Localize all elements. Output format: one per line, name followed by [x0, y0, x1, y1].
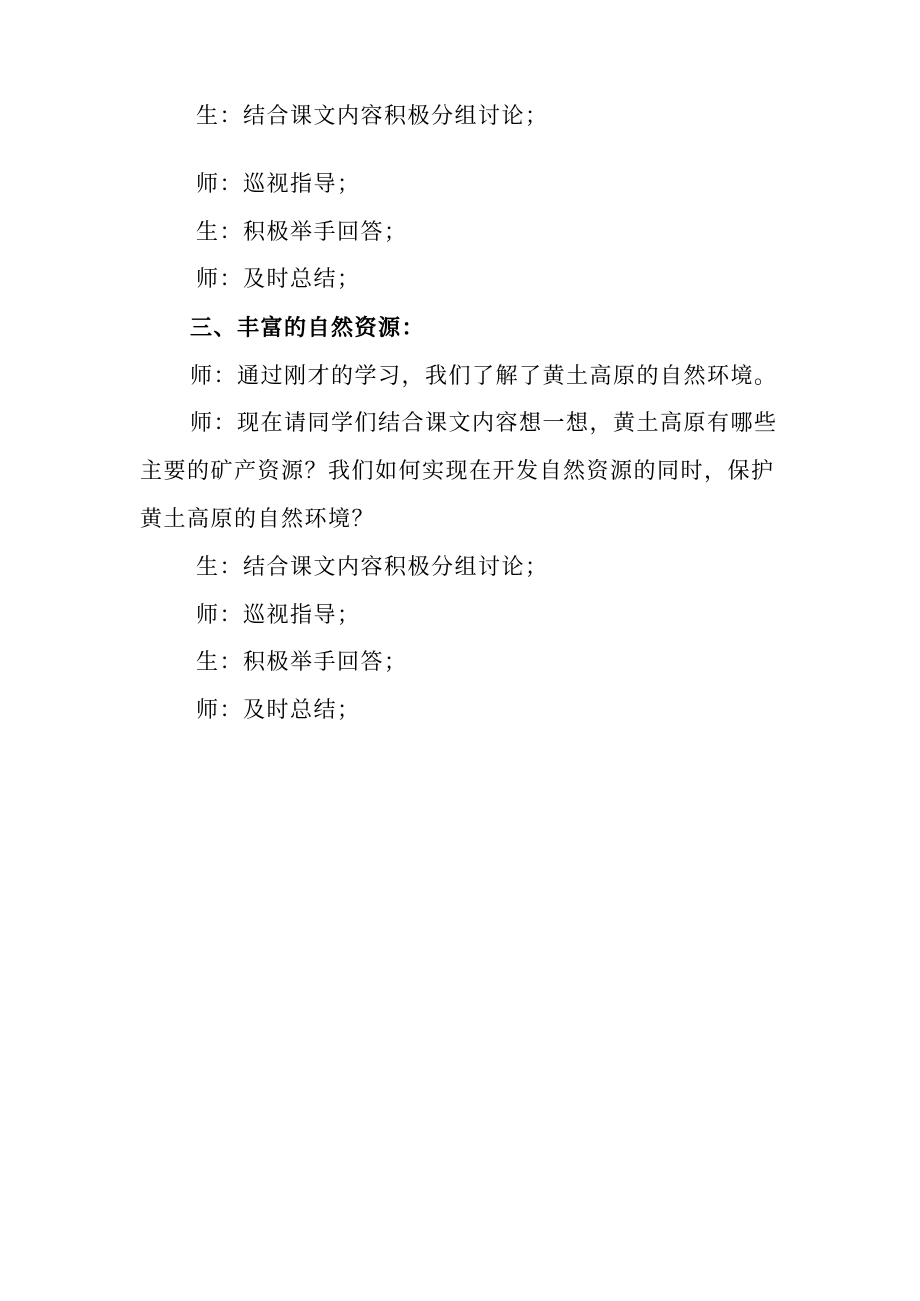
paragraph-line: 师：巡视指导； — [196, 603, 361, 628]
paragraph-line: 生：结合课文内容积极分组讨论； — [196, 555, 549, 580]
paragraph-line: 师：通过刚才的学习，我们了解了黄土高原的自然环境。 — [190, 364, 778, 389]
paragraph-line: 生：积极举手回答； — [196, 220, 408, 245]
paragraph-line: 师：及时总结； — [196, 267, 361, 292]
paragraph-line: 生：结合课文内容积极分组讨论； — [196, 104, 549, 129]
paragraph-line: 主要的矿产资源？我们如何实现在开发自然资源的同时，保护 — [140, 459, 775, 484]
paragraph-line: 师：现在请同学们结合课文内容想一想，黄土高原有哪些 — [190, 411, 778, 436]
paragraph-line: 师：及时总结； — [196, 698, 361, 723]
paragraph-line: 黄土高原的自然环境？ — [140, 507, 376, 532]
section-heading: 三、丰富的自然资源： — [190, 315, 426, 341]
paragraph-line: 师：巡视指导； — [196, 172, 361, 197]
paragraph-line: 生：积极举手回答； — [196, 650, 408, 675]
